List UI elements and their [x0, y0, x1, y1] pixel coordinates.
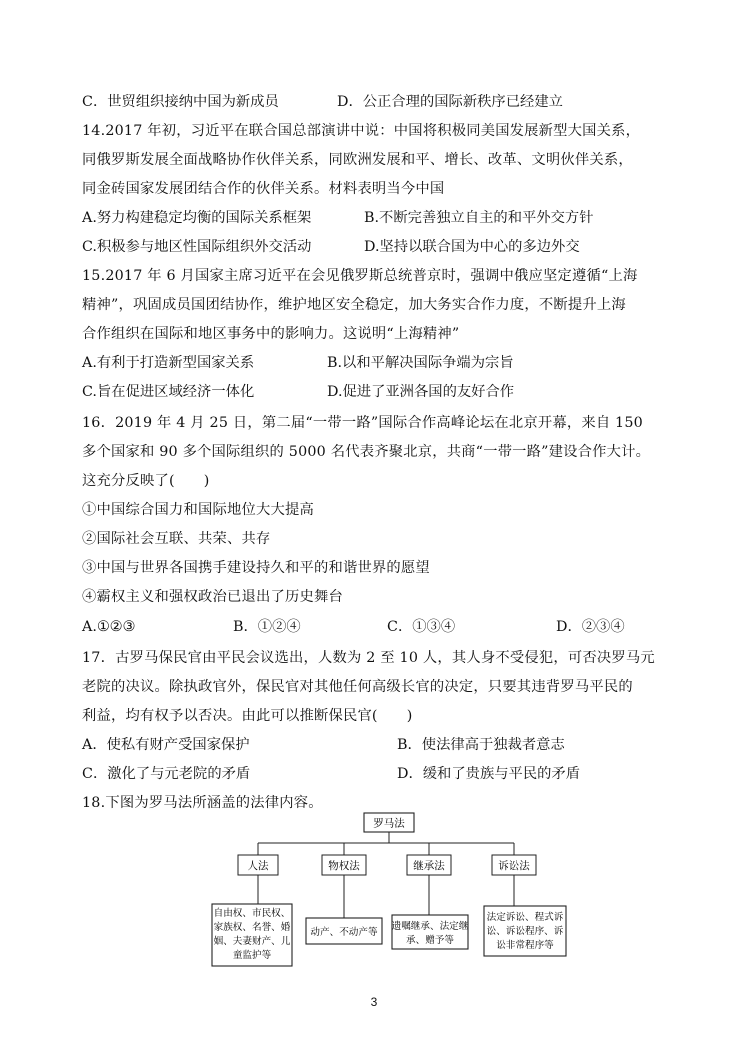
- q13-option-d: D．公正合理的国际新秩序已经建立: [337, 94, 563, 110]
- q16-item-1: ①中国综合国力和国际地位大大提高: [82, 502, 314, 518]
- content-procedure-law-line-3: 讼非常程序等: [496, 940, 554, 951]
- content-person-law-line-3: 姻、夫妻财产、儿: [213, 936, 291, 947]
- q15-option-b: B.以和平解决国际争端为宗旨: [327, 355, 514, 371]
- content-person-law-line-2: 家族权、名誉、婚: [213, 922, 291, 933]
- q16-option-a: A.①②③: [82, 619, 136, 635]
- q17-option-b: B．使法律高于独裁者意志: [397, 737, 565, 753]
- q14-option-c: C.积极参与地区性国际组织外交活动: [82, 239, 312, 255]
- q15-option-c: C.旨在促进区域经济一体化: [82, 384, 255, 400]
- q13-option-c: C．世贸组织接纳中国为新成员: [82, 94, 279, 110]
- content-property-law-line-1: 动产、不动产等: [310, 927, 378, 938]
- q14-stem-line-3: 同金砖国家发展团结合作的伙伴关系。材料表明当今中国: [82, 181, 445, 197]
- q17-option-d: D．缓和了贵族与平民的矛盾: [397, 766, 581, 782]
- q16-item-2: ②国际社会互联、共荣、共存: [82, 531, 271, 547]
- q17-stem-line-3: 利益，均有权予以否决。由此可以推断保民官( ): [82, 708, 413, 724]
- q16-option-b: B．①②④: [233, 619, 301, 635]
- q14-option-b: B.不断完善独立自主的和平外交方针: [364, 210, 594, 226]
- content-procedure-law-line-1: 法定诉讼、程式诉: [486, 912, 564, 923]
- q15-option-a: A.有利于打造新型国家关系: [82, 355, 255, 371]
- content-person-law-line-1: 自由权、市民权、: [213, 908, 291, 919]
- q16-option-c: C．①③④: [387, 619, 456, 635]
- branch-label-inheritance-law: 继承法: [413, 860, 445, 872]
- q17-option-a: A．使私有财产受国家保护: [82, 737, 250, 753]
- q15-option-d: D.促进了亚洲各国的友好合作: [327, 384, 515, 400]
- q17-option-c: C．激化了与元老院的矛盾: [82, 766, 251, 782]
- content-person-law-line-4: 童监护等: [232, 950, 272, 961]
- page-number: 3: [370, 995, 378, 1009]
- q14-option-a: A.努力构建稳定均衡的国际关系框架: [82, 210, 312, 226]
- q15-stem-line-1: 15.2017 年 6 月国家主席习近平在会见俄罗斯总统普京时，强调中俄应坚定遵循“上海: [82, 268, 638, 284]
- q16-stem-line-2: 多个国家和 90 多个国际组织的 5000 名代表齐聚北京，共商“一带一路”建设合作大计。: [82, 444, 651, 460]
- branch-label-person-law: 人法: [247, 860, 269, 872]
- q14-stem-line-2: 同俄罗斯发展全面战略协作伙伴关系，同欧洲发展和平、增长、改革、文明伙伴关系，: [82, 152, 633, 168]
- q17-stem-line-1: 17．古罗马保民官由平民会议选出，人数为 2 至 10 人，其人身不受侵犯，可否决罗马元: [82, 650, 655, 666]
- branch-label-property-law: 物权法: [328, 860, 360, 872]
- branch-label-procedure-law: 诉讼法: [498, 860, 530, 872]
- content-inheritance-law-line-2: 承、赠予等: [406, 935, 454, 946]
- q18-stem: 18.下图为罗马法所涵盖的法律内容。: [82, 795, 323, 811]
- diagram-root-label: 罗马法: [373, 817, 405, 830]
- content-inheritance-law-line-1: 遗嘱继承、法定继: [391, 921, 469, 932]
- q16-stem-line-1: 16．2019 年 4 月 25 日，第二届“一带一路”国际合作高峰论坛在北京开幕，来自 150: [82, 415, 643, 431]
- q15-stem-line-3: 合作组织在国际和地区事务中的影响力。这说明“上海精神”: [82, 326, 460, 342]
- q14-stem-line-1: 14.2017 年初，习近平在联合国总部演讲中说：中国将积极同美国发展新型大国关系，: [82, 123, 641, 139]
- content-procedure-law-line-2: 讼、诉讼程序、诉: [486, 926, 564, 937]
- q14-option-d: D.坚持以联合国为中心的多边外交: [364, 239, 580, 255]
- q16-option-d: D．②③④: [556, 619, 625, 635]
- q16-item-4: ④霸权主义和强权政治已退出了历史舞台: [82, 589, 343, 605]
- q16-stem-line-3: 这充分反映了( ): [82, 473, 210, 489]
- q16-item-3: ③中国与世界各国携手建设持久和平的和谐世界的愿望: [82, 560, 430, 576]
- q17-stem-line-2: 老院的决议。除执政官外，保民官对其他任何高级长官的决定，只要其违背罗马平民的: [82, 679, 633, 695]
- q15-stem-line-2: 精神”，巩固成员国团结协作，维护地区安全稳定，加大务实合作力度，不断提升上海: [82, 297, 626, 313]
